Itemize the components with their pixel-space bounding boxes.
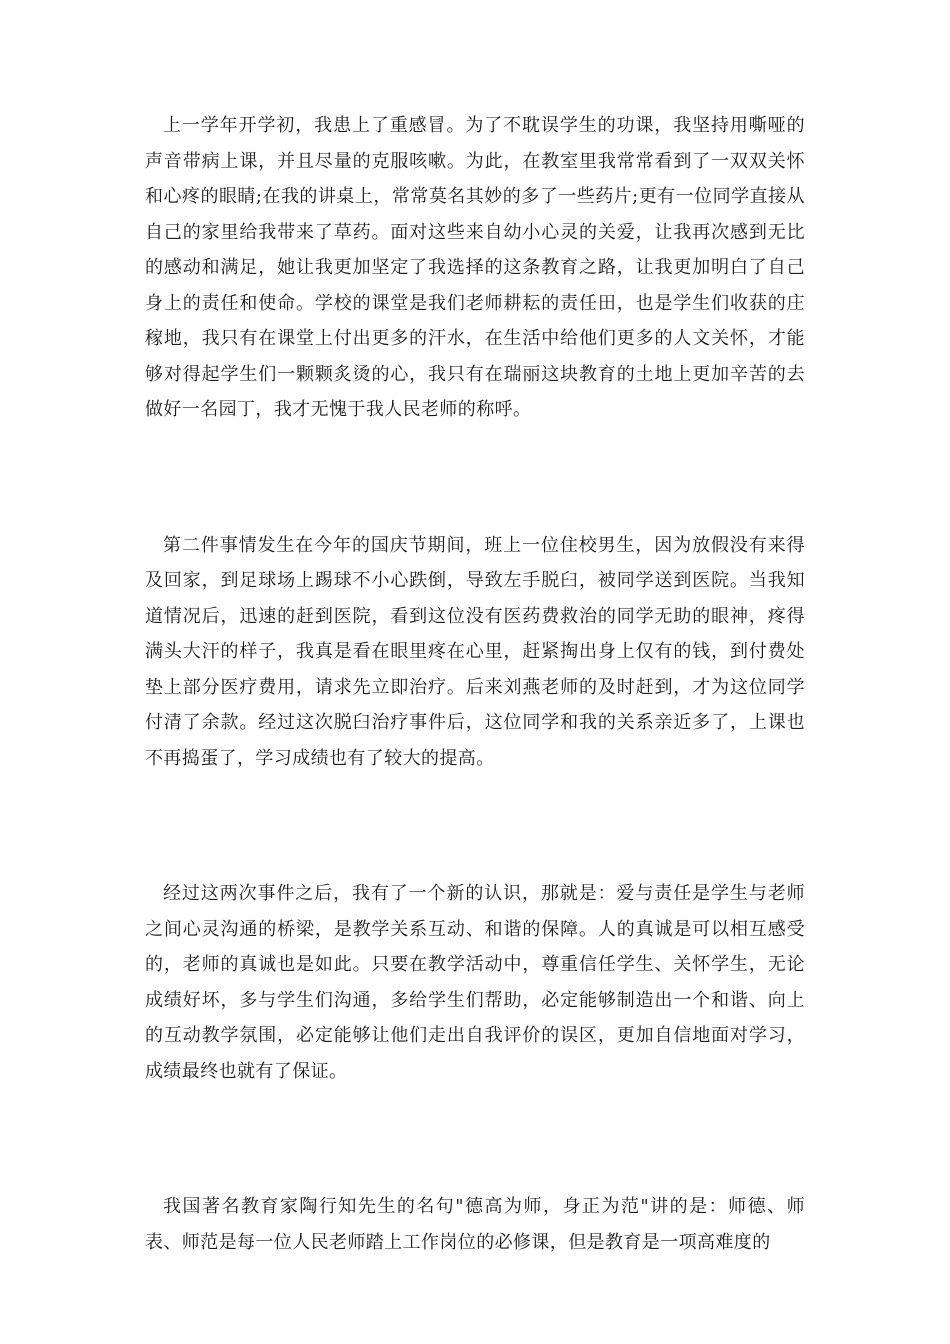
paragraph-4: 我国著名教育家陶行知先生的名句"德高为师，身正为范"讲的是：师德、师表、师范是每一位人民老师踏上工作岗位的必修课，但是教育是一项高难度的 [145, 1196, 805, 1253]
paragraph-3: 经过这两次事件之后，我有了一个新的认识，那就是：爱与责任是学生与老师之间心灵沟通的桥梁，是教学关系互动、和谐的保障。人的真诚是可以相互感受的，老师的真诚也是如此。只要在教学活动中，尊重信任学生、关怀学生，无论成绩好坏，多与学生们沟通，多给学生们帮助，必定能够制造出一个和谐、向上的互动教学氛围，必定能够让他们走出自我评价的误区，更加自信地面对学习，成绩最终也就有了保证。 [145, 883, 805, 1082]
paragraph-2: 第二件事情发生在今年的国庆节期间，班上一位住校男生，因为放假没有来得及回家，到足球场上踢球不小心跌倒，导致左手脱臼，被同学送到医院。当我知道情况后，迅速的赶到医院，看到这位没有医药费救治的同学无助的眼神，疼得满头大汗的样子，我真是看在眼里疼在心里，赶紧掏出身上仅有的钱，到付费处垫上部分医疗费用，请求先立即治疗。后来刘燕老师的及时赶到，才为这位同学付清了余款。经过这次脱臼治疗事件后，这位同学和我的关系亲近多了，上课也不再捣蛋了，学习成绩也有了较大的提高。 [145, 534, 805, 769]
document-body [145, 108, 805, 1260]
paragraph-1: 上一学年开学初，我患上了重感冒。为了不耽误学生的功课，我坚持用嘶哑的声音带病上课，并且尽量的克服咳嗽。为此，在教室里我常常看到了一双双关怀和心疼的眼睛;在我的讲桌上，常常莫名其妙的多了一些药片;更有一位同学直接从自己的家里给我带来了草药。面对这些来自幼小心灵的关爱，让我再次感到无比的感动和满足，她让我更加坚定了我选择的这条教育之路，让我更加明白了自己身上的责任和使命。学校的课堂是我们老师耕耘的责任田，也是学生们收获的庄稼地，我只有在课堂上付出更多的汗水，在生活中给他们更多的人文关怀，才能够对得起学生们一颗颗炙烫的心，我只有在瑞丽这块教育的土地上更加辛苦的去做好一名园丁，我才无愧于我人民老师的称呼。 [145, 115, 805, 420]
